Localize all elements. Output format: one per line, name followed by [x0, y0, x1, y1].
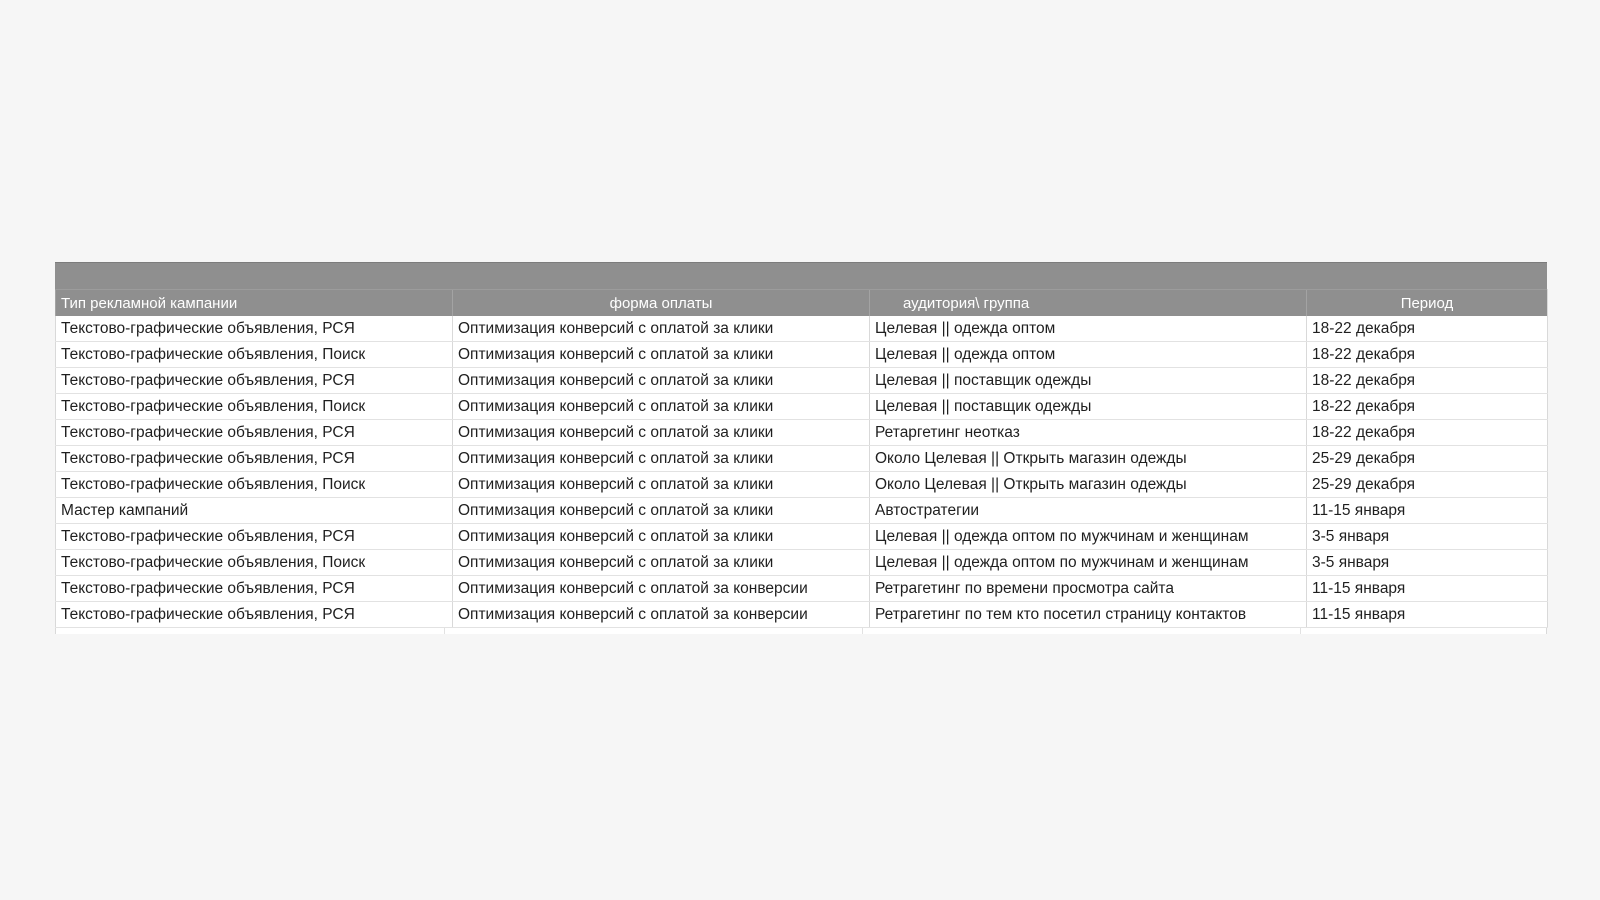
cell-payment-form[interactable]: Оптимизация конверсий с оплатой за клики — [453, 472, 870, 498]
table-row — [56, 498, 1548, 524]
cell-payment-form[interactable]: Оптимизация конверсий с оплатой за клики — [453, 446, 870, 472]
cell-audience-group[interactable]: Целевая || одежда оптом по мужчинам и женщинам — [870, 524, 1307, 550]
cell-period[interactable]: 18-22 декабря — [1307, 368, 1548, 394]
table-row — [56, 316, 1548, 342]
cell-period[interactable]: 18-22 декабря — [1307, 394, 1548, 420]
cell-campaign-type[interactable]: Текстово-графические объявления, РСЯ — [56, 420, 453, 446]
column-header-audience-group[interactable]: аудитория\ группа — [870, 290, 1307, 317]
cell-campaign-type[interactable]: Текстово-графические объявления, РСЯ — [56, 602, 453, 628]
cell-period[interactable]: 18-22 декабря — [1307, 420, 1548, 446]
cell-payment-form[interactable]: Оптимизация конверсий с оплатой за конверсии — [453, 576, 870, 602]
cell-audience-group[interactable]: Целевая || одежда оптом по мужчинам и женщинам — [870, 550, 1307, 576]
cell-campaign-type[interactable]: Мастер кампаний — [56, 498, 453, 524]
table-row — [56, 394, 1548, 420]
cell-campaign-type[interactable]: Текстово-графические объявления, РСЯ — [56, 368, 453, 394]
cell-payment-form[interactable]: Оптимизация конверсий с оплатой за клики — [453, 394, 870, 420]
cell-period[interactable]: 25-29 декабря — [1307, 472, 1548, 498]
table-row — [56, 576, 1548, 602]
cell-campaign-type[interactable]: Текстово-графические объявления, Поиск — [56, 342, 453, 368]
cell-campaign-type[interactable]: Текстово-графические объявления, Поиск — [56, 550, 453, 576]
cell-audience-group[interactable]: Около Целевая || Открыть магазин одежды — [870, 446, 1307, 472]
cell-payment-form[interactable]: Оптимизация конверсий с оплатой за клики — [453, 420, 870, 446]
cell-campaign-type[interactable]: Текстово-графические объявления, Поиск — [56, 394, 453, 420]
cell-audience-group[interactable]: Ретаргетинг неотказ — [870, 420, 1307, 446]
cell-payment-form[interactable]: Оптимизация конверсий с оплатой за клики — [453, 524, 870, 550]
table-row — [56, 342, 1548, 368]
campaign-table — [55, 289, 1548, 628]
next-row-stub — [55, 628, 1547, 634]
cell-period[interactable]: 3-5 января — [1307, 550, 1548, 576]
spreadsheet — [55, 262, 1547, 634]
cell-payment-form[interactable]: Оптимизация конверсий с оплатой за клики — [453, 550, 870, 576]
table-row — [56, 368, 1548, 394]
column-header-campaign-type[interactable]: Тип рекламной кампании — [56, 290, 453, 317]
table-row — [56, 472, 1548, 498]
column-header-payment-form[interactable]: форма оплаты — [453, 290, 870, 317]
table-row — [56, 420, 1548, 446]
cell-audience-group[interactable]: Ретрагетинг по тем кто посетил страницу контактов — [870, 602, 1307, 628]
cell-payment-form[interactable]: Оптимизация конверсий с оплатой за клики — [453, 498, 870, 524]
cell-campaign-type[interactable]: Текстово-графические объявления, РСЯ — [56, 446, 453, 472]
cell-audience-group[interactable]: Около Целевая || Открыть магазин одежды — [870, 472, 1307, 498]
header-band — [55, 262, 1547, 289]
cell-period[interactable]: 25-29 декабря — [1307, 446, 1548, 472]
table-row — [56, 602, 1548, 628]
cell-payment-form[interactable]: Оптимизация конверсий с оплатой за конверсии — [453, 602, 870, 628]
cell-period[interactable]: 18-22 декабря — [1307, 342, 1548, 368]
cell-audience-group[interactable]: Целевая || одежда оптом — [870, 316, 1307, 342]
cell-period[interactable]: 11-15 января — [1307, 576, 1548, 602]
cell-payment-form[interactable]: Оптимизация конверсий с оплатой за клики — [453, 316, 870, 342]
table-header-row — [56, 290, 1548, 317]
cell-payment-form[interactable]: Оптимизация конверсий с оплатой за клики — [453, 342, 870, 368]
cell-payment-form[interactable]: Оптимизация конверсий с оплатой за клики — [453, 368, 870, 394]
cell-audience-group[interactable]: Автостратегии — [870, 498, 1307, 524]
table-row — [56, 446, 1548, 472]
cell-campaign-type[interactable]: Текстово-графические объявления, РСЯ — [56, 316, 453, 342]
cell-audience-group[interactable]: Целевая || одежда оптом — [870, 342, 1307, 368]
cell-period[interactable]: 18-22 декабря — [1307, 316, 1548, 342]
column-header-period[interactable]: Период — [1307, 290, 1548, 317]
cell-audience-group[interactable]: Ретрагетинг по времени просмотра сайта — [870, 576, 1307, 602]
cell-audience-group[interactable]: Целевая || поставщик одежды — [870, 368, 1307, 394]
cell-period[interactable]: 11-15 января — [1307, 498, 1548, 524]
cell-audience-group[interactable]: Целевая || поставщик одежды — [870, 394, 1307, 420]
cell-campaign-type[interactable]: Текстово-графические объявления, РСЯ — [56, 576, 453, 602]
cell-period[interactable]: 3-5 января — [1307, 524, 1548, 550]
cell-period[interactable]: 11-15 января — [1307, 602, 1548, 628]
cell-campaign-type[interactable]: Текстово-графические объявления, Поиск — [56, 472, 453, 498]
table-row — [56, 550, 1548, 576]
table-row — [56, 524, 1548, 550]
cell-campaign-type[interactable]: Текстово-графические объявления, РСЯ — [56, 524, 453, 550]
